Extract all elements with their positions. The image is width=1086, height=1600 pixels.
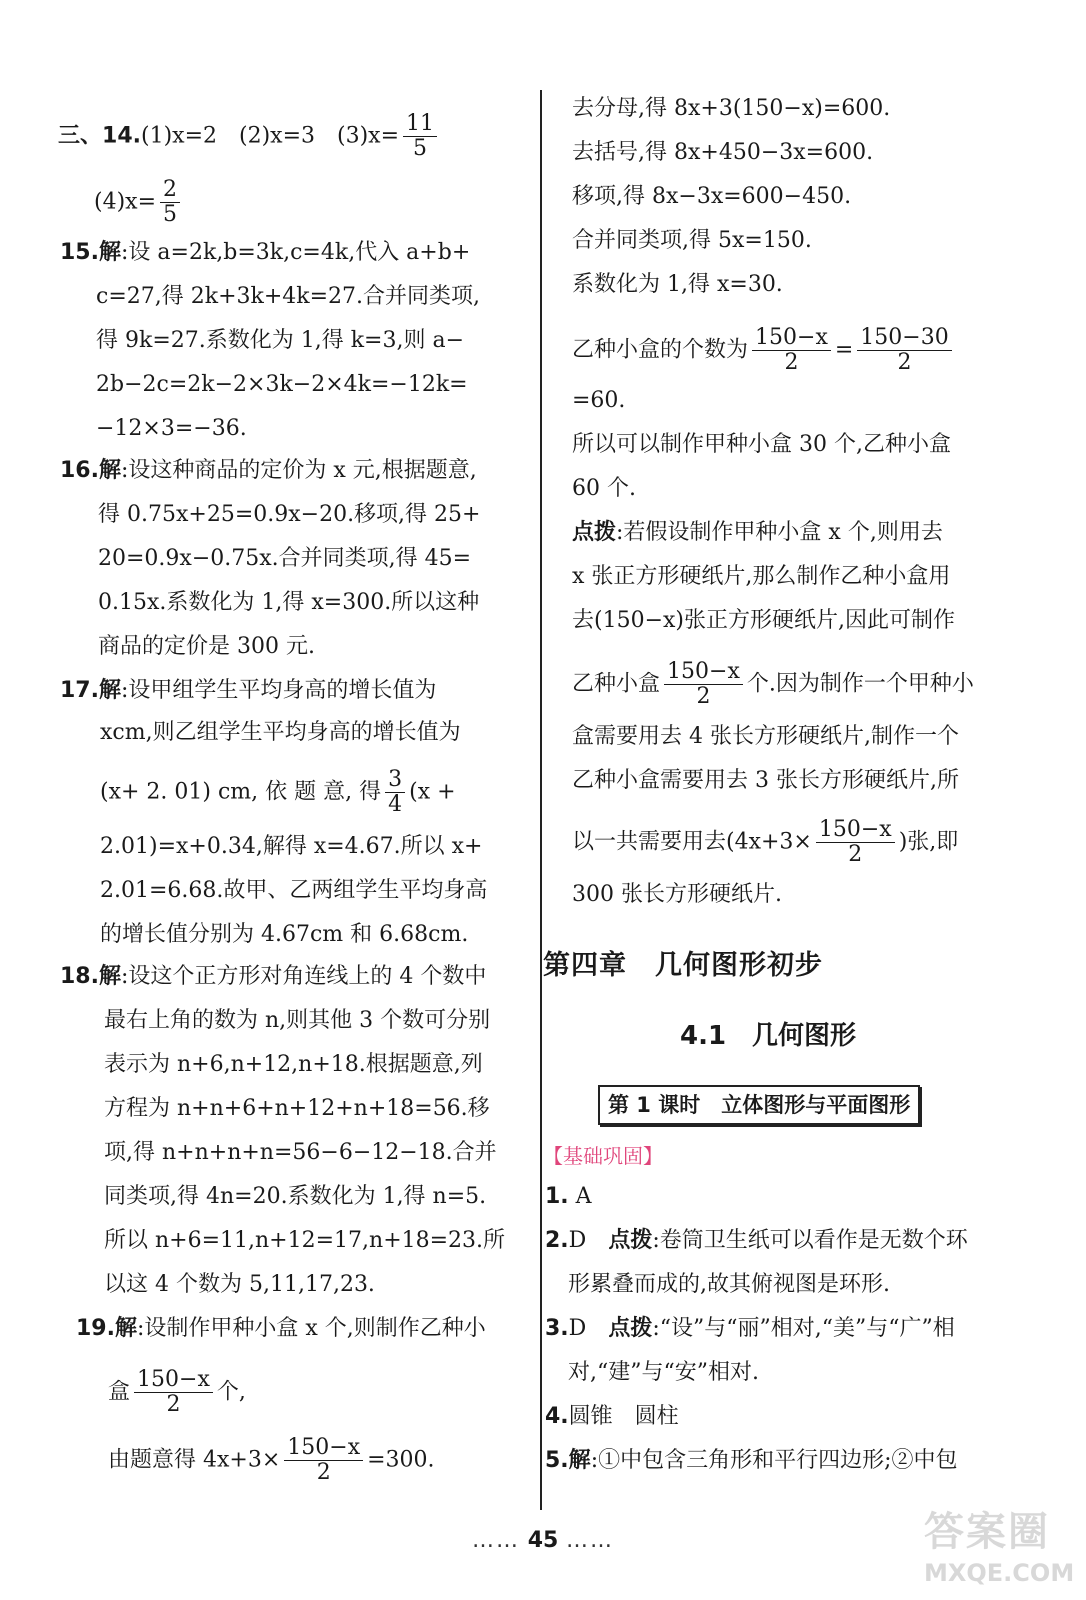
r-line8: 所以可以制作甲种小盒 30 个,乙种小盒 [572,432,951,457]
r-line17: 300 张长方形硬纸片. [572,882,782,907]
r-line14: 盒需要用去 4 张长方形硬纸片,制作一个 [572,724,959,749]
q19-line1: 19.解:设制作甲种小盒 x 个,则制作乙种小 [76,1316,486,1341]
r-line7: =60. [572,388,626,413]
q16-line1: 16.解:设这种商品的定价为 x 元,根据题意, [60,458,477,483]
q15-line1: 15.解:设 a=2k,b=3k,c=4k,代入 a+b+ [60,240,471,265]
q17-line6: 的增长值分别为 4.67cm 和 6.68cm. [100,922,469,947]
q18-line4: 方程为 n+n+6+n+12+n+18=56.移 [104,1096,490,1121]
watermark-logo: 答案圈 MXQE.COM [924,1509,1075,1587]
column-divider [540,90,542,1510]
lesson-box: 第 1 课时 立体图形与平面图形 [598,1085,920,1125]
answer-2-line2: 形累叠而成的,故其俯视图是环形. [568,1272,890,1297]
q16-line5: 商品的定价是 300 元. [98,634,315,659]
q18-line1: 18.解:设这个正方形对角连线上的 4 个数中 [60,964,487,989]
q19-line3: 由题意得 4x+3× $\frac{150-x}{2}$ =300. [108,1435,435,1485]
q14-line1: 三、14.(1)x=2 (2)x=3 (3)x= $\frac{11}{5}$ [58,112,441,161]
answer-2-line1: 2.D 点拨:卷筒卫生纸可以看作是无数个环 [545,1228,968,1253]
answer-5-line1: 5.解:①中包含三角形和平行四边形;②中包 [545,1448,958,1473]
q15-line3: 得 9k=27.系数化为 1,得 k=3,则 a− [96,328,465,353]
q15-line5: −12×3=−36. [96,416,247,441]
q16-line3: 20=0.9x−0.75x.合并同类项,得 45= [98,546,472,571]
q16-line2: 得 0.75x+25=0.9x−20.移项,得 25+ [98,502,481,527]
q17-line2: xcm,则乙组学生平均身高的增长值为 [100,720,461,745]
chapter-heading: 第四章 几何图形初步 [543,950,823,981]
r-line6: 乙种小盒的个数为 $\frac{150-x}{2}$ = $\frac{150-30}{2}$ [572,326,956,375]
r-line5: 系数化为 1,得 x=30. [572,272,783,297]
r-line1: 去分母,得 8x+3(150−x)=600. [572,96,891,121]
r-line11: x 张正方形硬纸片,那么制作乙种小盒用 [572,564,951,589]
basic-practice-tag: 【基础巩固】 [543,1144,663,1168]
q16-line4: 0.15x.系数化为 1,得 x=300.所以这种 [98,590,480,615]
fraction: $\frac{3}{4}$ [385,768,405,817]
q17-line4: 2.01)=x+0.34,解得 x=4.67.所以 x+ [100,834,483,859]
answer-3-line2: 对,“建”与“安”相对. [568,1360,759,1385]
answer-3-line1: 3.D 点拨:“设”与“丽”相对,“美”与“广”相 [545,1316,955,1341]
fraction: $\frac{150-30}{2}$ [857,326,951,375]
r-line12: 去(150−x)张正方形硬纸片,因此可制作 [572,608,955,633]
r-line15: 乙种小盒需要用去 3 张长方形硬纸片,所 [572,768,959,793]
r-line10: 点拨:若假设制作甲种小盒 x 个,则用去 [572,520,943,545]
q17-line3: (x+ 2. 01) cm, 依 题 意, 得 $\frac{3}{4}$ (x + [100,767,456,817]
q18-line3: 表示为 n+6,n+12,n+18.根据题意,列 [104,1052,483,1077]
fraction: $\frac{150-x}{2}$ [664,660,743,709]
q18-line8: 以这 4 个数为 5,11,17,23. [104,1272,375,1297]
r-line2: 去括号,得 8x+450−3x=600. [572,140,874,165]
q18-line6: 同类项,得 4n=20.系数化为 1,得 n=5. [104,1184,487,1209]
q17-line1: 17.解:设甲组学生平均身高的增长值为 [60,678,437,703]
r-line16: 以一共需要用去(4x+3× $\frac{150-x}{2}$ )张,即 [572,817,959,867]
fraction: $\frac{11}{5}$ [403,112,437,161]
q19-line2: 盒 $\frac{150-x}{2}$ 个, [108,1367,246,1417]
answer-1: 1. A [545,1184,592,1209]
fraction: $\frac{2}{5}$ [160,178,180,227]
r-line13: 乙种小盒 $\frac{150-x}{2}$ 个.因为制作一个甲种小 [572,659,974,709]
fraction: $\frac{150-x}{2}$ [284,1436,363,1485]
fraction: $\frac{150-x}{2}$ [752,326,831,375]
page-number: …… 45 …… [472,1528,614,1553]
r-line3: 移项,得 8x−3x=600−450. [572,184,852,209]
fraction: $\frac{150-x}{2}$ [816,818,895,867]
q15-line2: c=27,得 2k+3k+4k=27.合并同类项, [96,284,481,309]
fraction: $\frac{150-x}{2}$ [134,1368,213,1417]
q17-line5: 2.01=6.68.故甲、乙两组学生平均身高 [100,878,488,903]
r-line4: 合并同类项,得 5x=150. [572,228,812,253]
q18-line5: 项,得 n+n+n+n=56−6−12−18.合并 [104,1140,497,1165]
q15-line4: 2b−2c=2k−2×3k−2×4k=−12k= [96,372,468,397]
q18-line7: 所以 n+6=11,n+12=17,n+18=23.所 [104,1228,506,1253]
answer-4: 4.圆锥 圆柱 [545,1404,679,1429]
q14-line2: (4)x= $\frac{2}{5}$ [94,178,184,227]
section-heading: 4.1 几何图形 [680,1021,857,1051]
q18-line2: 最右上角的数为 n,则其他 3 个数可分别 [104,1008,491,1033]
r-line9: 60 个. [572,476,636,501]
